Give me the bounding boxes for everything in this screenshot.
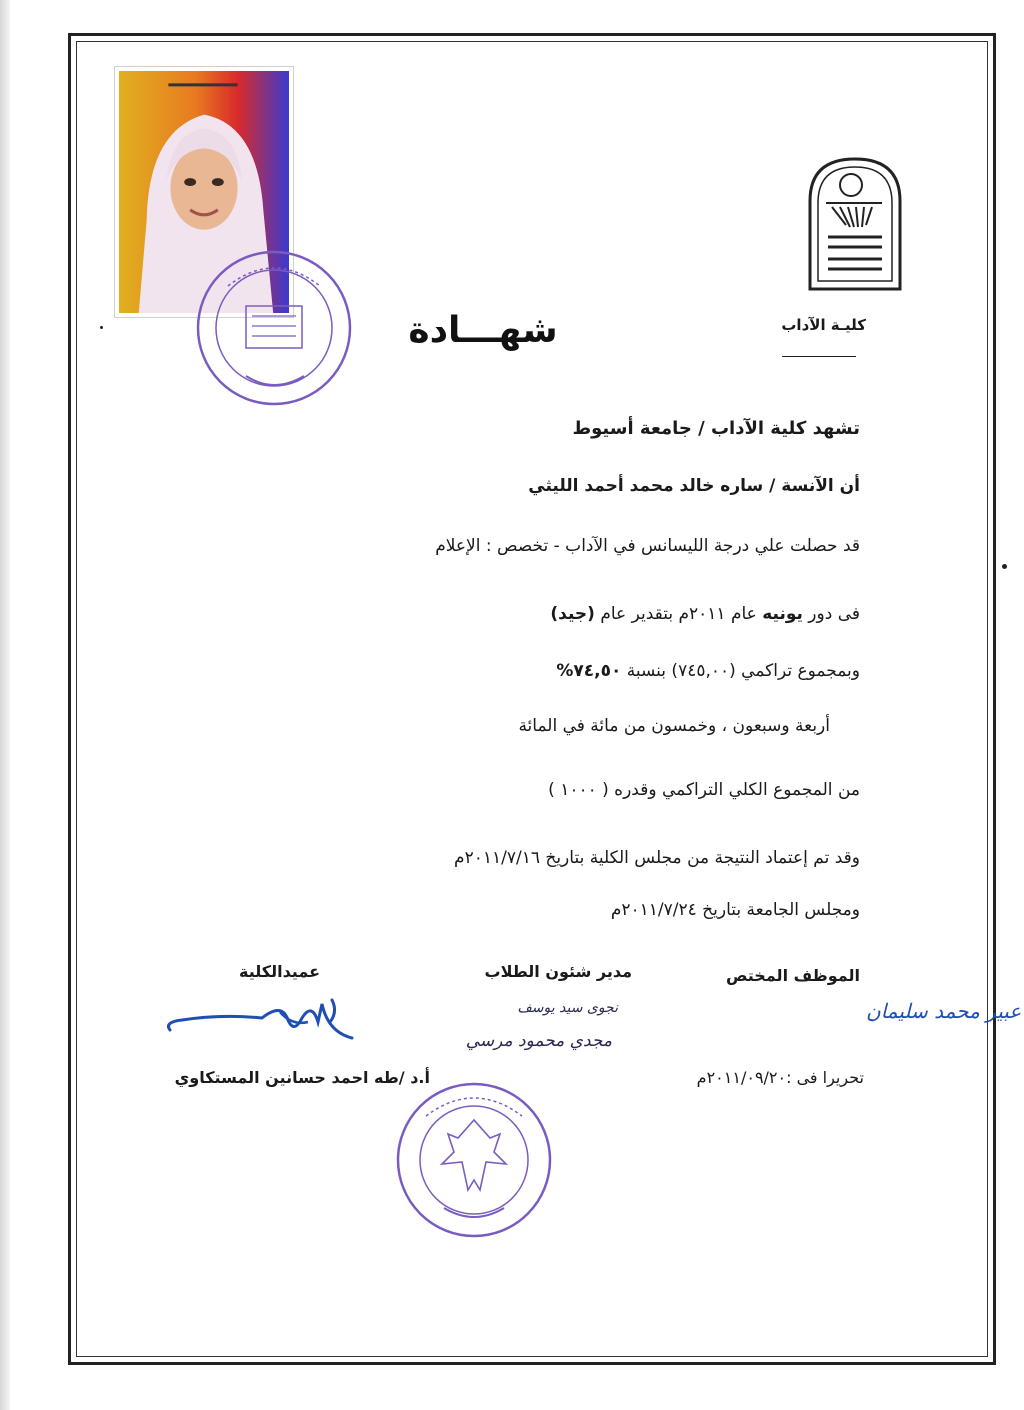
session-prefix: فى دور (802, 604, 860, 624)
dean-title: عميدالكلية (239, 962, 320, 981)
certification-line: تشهد كلية الآداب / جامعة أسيوط (572, 418, 860, 439)
dean-name: أ.د /طه احمد حسانين المستكاوي (174, 1068, 430, 1087)
percentage-in-words: أربعة وسبعون ، وخمسون من مائة في المائة (518, 716, 830, 736)
degree-line: قد حصلت علي درجة الليسانس في الآداب - تخصص : الإعلام (435, 536, 860, 556)
scan-speck (1002, 564, 1007, 569)
university-logo (806, 155, 904, 291)
student-affairs-signature (448, 990, 624, 1060)
faculty-name: كليـة الآداب (781, 316, 866, 334)
university-approval-line: ومجلس الجامعة بتاريخ ٢٠١١/٧/٢٤م (610, 900, 860, 920)
clerk-title: الموظف المختص (725, 966, 860, 985)
session-line (550, 604, 860, 624)
issue-date: تحريرا فى :٢٠١١/٠٩/٢٠م (696, 1068, 864, 1087)
session-month: يونيه (762, 604, 803, 624)
affairs-handwriting-1: نجوى سيد يوسف (517, 1000, 618, 1016)
student-affairs-title: مدير شئون الطلاب (484, 962, 632, 981)
faculty-approval-line: وقد تم إعتماد النتيجة من مجلس الكلية بتاريخ ٢٠١١/٧/١٦م (454, 848, 860, 868)
overall-grade: (جيد) (550, 604, 595, 624)
session-mid: عام ٢٠١١م بتقدير عام (594, 604, 763, 624)
certificate-title: شهـــادة (408, 310, 558, 351)
total-score-line (556, 661, 860, 681)
dean-signature (162, 992, 362, 1056)
percentage-value: ٧٤,٥٠% (556, 661, 622, 681)
total-score-prefix: وبمجموع تراكمي (٧٤٥,٠٠) بنسبة (621, 661, 860, 681)
clerk-signature (686, 990, 1022, 1030)
total-marks-line: من المجموع الكلي التراكمي وقدره ( ١٠٠٠ ) (548, 780, 860, 800)
clerk-handwriting: عبير محمد سليمان (866, 999, 1022, 1023)
scan-edge (0, 0, 10, 1410)
upper-stamp (192, 246, 356, 410)
student-name-text: أن الآنسة / ساره خالد محمد أحمد الليثي (528, 476, 860, 496)
student-name-line (528, 476, 860, 496)
lower-stamp (392, 1080, 556, 1240)
affairs-handwriting-2: مجدي محمود مرسي (465, 1031, 612, 1051)
faculty-underline (782, 356, 856, 357)
scan-speck (100, 326, 103, 329)
